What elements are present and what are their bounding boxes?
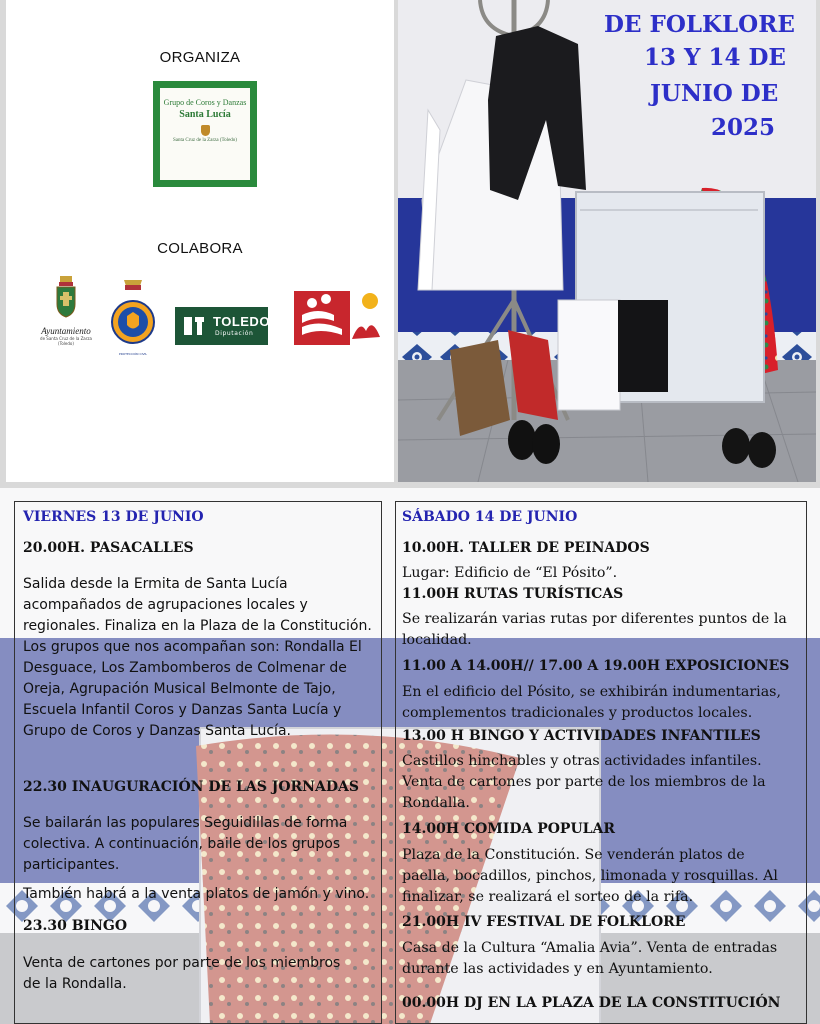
organizer-logo-line1: Grupo de Coros y Danzas xyxy=(163,98,247,107)
text-line: Castillos hinchables y otras actividades infantiles. xyxy=(402,753,762,769)
organizer-logo-line3: Santa Cruz de la Zarza (Toledo) xyxy=(173,138,237,143)
tower-icon xyxy=(183,315,205,337)
text-line: Los grupos que nos acompañan son: Rondalla El xyxy=(23,639,362,655)
event-title: 10.00H. TALLER DE PEINADOS xyxy=(402,540,650,556)
saturday-heading: SÁBADO 14 DE JUNIO xyxy=(402,509,578,525)
text-line: de la Rondalla. xyxy=(23,976,127,992)
event-description xyxy=(23,953,340,995)
crest-icon xyxy=(201,125,210,136)
text-line: Oreja, Agrupación Musical Belmonte de Tajo, xyxy=(23,681,336,697)
text-line: Lugar: Edificio de “El Pósito”. xyxy=(402,565,618,581)
event-description xyxy=(402,609,787,651)
event-title: 11.00 A 14.00H// 17.00 A 19.00H EXPOSICIONES xyxy=(402,658,790,674)
text-line: localidad. xyxy=(402,632,472,648)
text-line: durante las actividades y en Ayuntamiento. xyxy=(402,961,713,977)
event-title: 00.00H DJ EN LA PLAZA DE LA CONSTITUCIÓN xyxy=(402,995,781,1011)
event-title: 22.30 INAUGURACIÓN DE LAS JORNADAS xyxy=(23,779,359,795)
event-title: 14.00H COMIDA POPULAR xyxy=(402,821,616,837)
event-description xyxy=(23,813,369,905)
text-line: regionales. Finaliza en la Plaza de la Constitución. xyxy=(23,618,372,634)
ayuntamiento-sub: de Santa Cruz de la Zarza (Toledo) xyxy=(40,336,92,346)
event-title: 13.00 H BINGO Y ACTIVIDADES INFANTILES xyxy=(402,728,761,744)
text-line: participantes. xyxy=(23,857,120,873)
text-line: Salida desde la Ermita de Santa Lucía xyxy=(23,576,288,592)
text-line: Escuela Infantil Coros y Danzas Santa Lucía y xyxy=(23,702,342,718)
text-line: complementos tradicionales y productos locales. xyxy=(402,705,753,721)
proteccion-civil-logo xyxy=(110,278,156,350)
diputacion-toledo-logo xyxy=(175,307,268,345)
event-title: 11.00H RUTAS TURÍSTICAS xyxy=(402,586,624,602)
text-line: colectiva. A continuación, baile de los grupos xyxy=(23,836,341,852)
top-section xyxy=(0,0,820,488)
event-description xyxy=(402,845,778,908)
friday-column xyxy=(14,501,382,1024)
festival-title-line4: 2025 xyxy=(711,114,776,141)
event-description xyxy=(402,938,777,980)
text-line: Plaza de la Constitución. Se venderán platos de xyxy=(402,847,745,863)
text-line: Venta de cartones por parte de los miembros de la xyxy=(402,774,766,790)
event-description xyxy=(402,682,781,724)
program-section xyxy=(0,488,820,1024)
ayuntamiento-logo xyxy=(34,276,98,354)
shield-icon xyxy=(55,276,77,318)
festival-title-line3: JUNIO DE xyxy=(650,80,779,107)
ayuntamiento-name: Ayuntamiento xyxy=(41,326,91,336)
costume-photo-illustration xyxy=(398,0,816,482)
costume-photo xyxy=(398,0,816,482)
festival-title-line2: 13 Y 14 DE xyxy=(644,44,786,71)
text-line: También habrá a la venta platos de jamón y vino. xyxy=(23,886,370,902)
text-line: paella, bocadillos, pinchos, limonada y rosquillas. Al xyxy=(402,868,778,884)
event-description xyxy=(23,574,372,742)
event-title: 20.00H. PASACALLES xyxy=(23,540,194,556)
organizer-logo xyxy=(153,81,257,187)
event-title: 21.00H IV FESTIVAL DE FOLKLORE xyxy=(402,914,686,930)
text-line: Grupo de Coros y Danzas Santa Lucía. xyxy=(23,723,291,739)
text-line: Casa de la Cultura “Amalia Avia”. Venta de entradas xyxy=(402,940,778,956)
event-description xyxy=(402,751,766,814)
castilla-la-mancha-logo xyxy=(294,289,386,347)
text-line: Venta de cartones por parte de los miembros xyxy=(23,955,341,971)
event-title: 23.30 BINGO xyxy=(23,918,128,934)
festival-title-line1: DE FOLKLORE xyxy=(604,11,795,38)
text-line: Se bailarán las populares Seguidillas de forma xyxy=(23,815,348,831)
saturday-column xyxy=(395,501,807,1024)
organizer-logo-line2: Santa Lucía xyxy=(179,109,231,120)
text-line: Desguace, Los Zambomberos de Colmenar de xyxy=(23,660,347,676)
text-line: Se realizarán varias rutas por diferentes puntos de la xyxy=(402,611,787,627)
text-line: finalizar, se realizará el sorteo de la rifa. xyxy=(402,889,694,905)
colabora-heading: COLABORA xyxy=(157,240,243,257)
toledo-name: TOLEDO xyxy=(213,314,270,329)
text-line: acompañados de agrupaciones locales y xyxy=(23,597,308,613)
organiza-heading: ORGANIZA xyxy=(159,49,241,66)
event-description xyxy=(402,563,617,584)
text-line: En el edificio del Pósito, se exhibirán indumentarias, xyxy=(402,684,781,700)
friday-heading: VIERNES 13 DE JUNIO xyxy=(23,509,204,525)
sponsors-panel xyxy=(6,0,394,482)
toledo-sub: Diputación xyxy=(215,330,254,337)
proteccion-civil-text: PROTECCIÓN CIVIL xyxy=(118,352,148,356)
text-line: Rondalla. xyxy=(402,795,470,811)
